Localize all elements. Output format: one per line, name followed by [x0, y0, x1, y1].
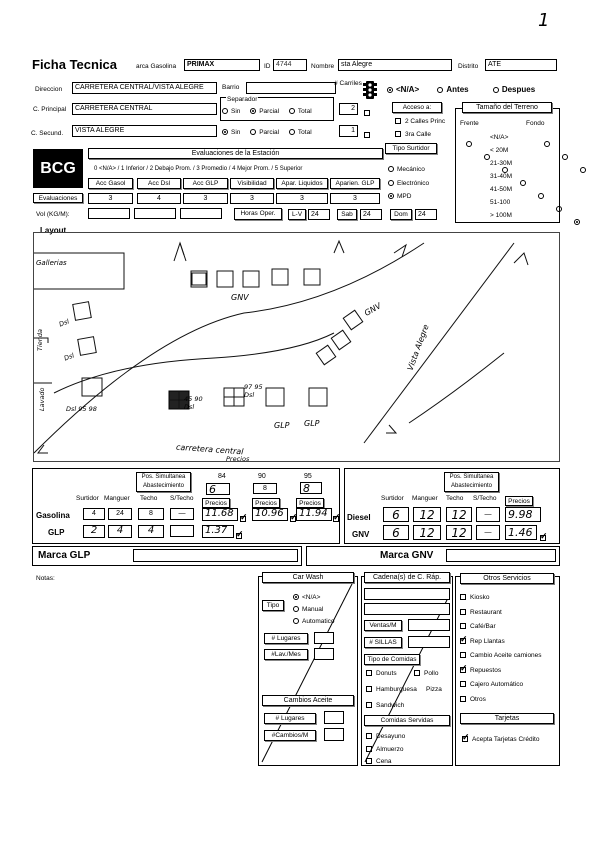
terreno-size-label: 31-40M	[490, 173, 513, 180]
glp-manguer[interactable]: 4	[108, 525, 132, 538]
glp-stecho[interactable]	[170, 525, 194, 537]
timing-na-radio[interactable]: <N/A>	[387, 85, 419, 94]
gasolina-precio-90[interactable]: 10.96	[252, 508, 288, 521]
distrito-field[interactable]: ATE	[485, 59, 557, 71]
gnv-techo[interactable]: 12	[446, 525, 472, 540]
otros-item-label: Restaurant	[470, 608, 502, 616]
id-label: ID	[264, 63, 271, 70]
cambios-title: Cambios Aceite	[262, 695, 354, 706]
lv-field[interactable]: 24	[308, 209, 330, 220]
terreno-fondo-radio[interactable]	[580, 167, 586, 173]
direccion-label: Direccion	[35, 86, 63, 93]
gnv-precio[interactable]: 1.46	[505, 525, 537, 540]
dom-label: Dom	[390, 209, 412, 220]
cadena-sillas-label: # SILLAS	[364, 637, 402, 648]
eval-value-field[interactable]: 3	[88, 193, 133, 204]
layout-label-precios: Precios	[226, 455, 250, 463]
gasolina-precio-95-check[interactable]	[333, 510, 343, 528]
carriles-2-check[interactable]	[364, 126, 374, 144]
col-surtidor-r: Surtidor	[381, 495, 404, 502]
cadena-sillas-field[interactable]	[408, 636, 450, 648]
terreno-size-label: <N/A>	[490, 134, 509, 141]
diesel-techo[interactable]: 12	[446, 507, 472, 522]
grade-84: 84	[218, 473, 226, 480]
tipo-comidas-label: Tipo de Comidas	[364, 654, 420, 665]
vol-field[interactable]	[134, 208, 176, 219]
grade-95-pos[interactable]: 8	[300, 482, 322, 494]
surtidor-mecanico-radio[interactable]: Mecánico	[388, 166, 425, 173]
acceso-3ra-check[interactable]: 3ra Calle	[395, 131, 431, 138]
terreno-fondo-radio[interactable]	[562, 154, 568, 160]
timing-radio-group	[387, 85, 535, 94]
layout-title: Layout	[40, 226, 67, 235]
otros-item-check[interactable]	[460, 667, 501, 674]
grade-84-pos[interactable]: 6	[206, 483, 230, 495]
gasolina-techo[interactable]: 8	[138, 508, 164, 520]
gnv-manguer[interactable]: 12	[413, 525, 441, 540]
bcg-logo: BCG	[33, 149, 83, 188]
direccion-field[interactable]: CARRETERA CENTRAL/VISTA ALEGRE	[72, 82, 217, 94]
layout-label-9795: 97 95 Dsl	[244, 383, 263, 399]
car-wash-lugares-label: # Lugares	[264, 633, 308, 644]
grade-95: 95	[304, 473, 312, 480]
glp-precio[interactable]: 1.37	[202, 525, 234, 538]
eval-col-header: Acc Gasol	[88, 178, 133, 189]
secund-field[interactable]: VISTA ALEGRE	[72, 125, 217, 137]
car-wash-tipo-label: Tipo	[262, 600, 284, 611]
eval-value-field[interactable]: 3	[230, 193, 274, 204]
col-techo-r: Techo	[446, 495, 464, 502]
col-surtidor-l: Surtidor	[76, 495, 99, 502]
cadena-ventas-field[interactable]	[408, 619, 450, 631]
terreno-title: Tamaño del Terreno	[462, 102, 552, 113]
tipo-surtidor-button[interactable]: Tipo Surtidor	[385, 143, 437, 154]
marca-gnv-field[interactable]	[446, 549, 556, 562]
cambios-m-label: #Cambios/M	[264, 730, 316, 741]
otros-item-check[interactable]	[460, 594, 490, 601]
tarjetas-acepta-check[interactable]: ✓Acepta Tarjetas Crédito	[462, 736, 539, 743]
nombre-field[interactable]: sta Alegre	[338, 59, 452, 71]
gasolina-precio-84-check[interactable]	[240, 510, 250, 528]
dom-field[interactable]: 24	[415, 209, 437, 220]
carriles-1-field[interactable]: 2	[339, 103, 358, 115]
pos-sim-right: Pos. Simultanea Abastecimiento	[444, 472, 499, 492]
glp-techo[interactable]: 4	[138, 525, 164, 538]
eval-value-field[interactable]: 3	[183, 193, 228, 204]
servida-almuerzo-check[interactable]: Almuerzo	[366, 746, 403, 753]
otros-item-label: Café/Bar	[470, 623, 496, 630]
marca-label: arca Gasolina	[136, 63, 177, 70]
gasolina-label: Gasolina	[36, 511, 70, 520]
gasolina-surtidor[interactable]: 4	[83, 508, 105, 520]
otros-item-label: Otros	[470, 695, 486, 703]
separador-label: Separador	[227, 96, 258, 103]
carriles-label: # Carriles	[334, 80, 362, 87]
grade-90: 90	[258, 473, 266, 480]
layout-label-dsl-1: Dsl	[57, 317, 71, 329]
col-stecho-r: S/Techo	[473, 495, 497, 502]
cadena-field-2[interactable]	[364, 603, 450, 615]
barrio-field[interactable]	[246, 82, 336, 94]
terreno-frente-radio[interactable]	[574, 219, 580, 225]
layout-label-glp-1: GLP	[274, 421, 290, 430]
separador2-total-radio[interactable]: Total	[289, 129, 312, 136]
surtidor-mpd-radio[interactable]: MPD	[388, 193, 411, 200]
lv-label: L-V	[288, 209, 306, 220]
car-wash-manual-radio[interactable]: Manual	[293, 606, 323, 613]
separador-sin-radio[interactable]: Sin	[222, 108, 240, 115]
terreno-frente-radio[interactable]	[538, 193, 544, 199]
diesel-label: Diesel	[347, 513, 371, 522]
layout-label-dsl-9598: Dsl 95 98	[66, 405, 97, 413]
otros-item-check[interactable]	[460, 638, 505, 645]
terreno-frente-radio[interactable]	[466, 141, 472, 147]
diesel-manguer[interactable]: 12	[413, 507, 441, 522]
separador-total-radio[interactable]: Total	[289, 108, 312, 115]
cadena-title: Cadena(s) de C. Ráp.	[364, 572, 450, 583]
otros-item-label: Rep Llantas	[470, 637, 505, 645]
col-techo-l: Techo	[140, 495, 158, 502]
surtidor-electronico-radio[interactable]: Electrónico	[388, 180, 429, 187]
evaluaciones-title: Evaluaciones de la Estación	[88, 148, 383, 159]
otros-item-check[interactable]	[460, 696, 486, 703]
cambios-m-field[interactable]	[324, 728, 344, 741]
sab-field[interactable]: 24	[360, 209, 382, 220]
terreno-frente-radio[interactable]	[484, 154, 490, 160]
separador-parcial-radio[interactable]: Parcial	[250, 108, 279, 115]
layout-label-galerias: Gallerias	[36, 259, 67, 267]
separador2-parcial-radio[interactable]: Parcial	[250, 129, 279, 136]
gasolina-manguer[interactable]: 24	[108, 508, 132, 520]
terreno-size-label: 51-100	[490, 199, 511, 206]
gnv-surtidor[interactable]: 6	[383, 525, 409, 540]
terreno-size-label: < 20M	[490, 147, 509, 154]
terreno-fondo-radio[interactable]	[544, 141, 550, 147]
servida-desayuno-check[interactable]: Desayuno	[366, 733, 405, 740]
layout-canvas	[33, 232, 560, 462]
otros-item-check[interactable]	[460, 623, 496, 630]
acceso-button[interactable]: Acceso a:	[392, 102, 442, 113]
comida-hamburguesa-check[interactable]: Hamburguesa	[366, 686, 417, 693]
vol-field[interactable]	[88, 208, 130, 219]
id-field[interactable]: 4744	[273, 59, 307, 71]
acceso-2calles-check[interactable]: 2 Calles Princ	[395, 118, 445, 125]
car-wash-lavmes-field[interactable]	[314, 648, 334, 660]
cambios-lugares-label: # Lugares	[264, 713, 316, 724]
gnv-label: GNV	[352, 530, 370, 539]
diesel-surtidor[interactable]: 6	[383, 507, 409, 522]
principal-label: C. Principal	[33, 106, 67, 113]
eval-value-field[interactable]: 3	[276, 193, 328, 204]
page-number: 1	[538, 10, 550, 31]
vol-field[interactable]	[180, 208, 222, 219]
cadena-field-1[interactable]	[364, 588, 450, 600]
col-manguer-l: Manguer	[104, 495, 130, 502]
principal-field[interactable]: CARRETERA CENTRAL	[72, 103, 217, 115]
gnv-stecho[interactable]: —	[476, 525, 500, 540]
evaluaciones-row-label: Evaluaciones	[33, 193, 83, 203]
pos-sim-left: Pos. Simultanea Abastecimiento	[136, 472, 191, 492]
car-wash-lavmes-label: #Lav./Mes	[264, 649, 308, 660]
layout-label-glp-2: GLP	[304, 419, 320, 428]
notas-label: Notas:	[36, 575, 55, 582]
precios-l-3: Precios	[296, 498, 324, 508]
terreno-frente-radio[interactable]	[556, 206, 562, 212]
eval-col-header: Apar. Liquidos	[276, 178, 328, 189]
layout-label-tienda: Tienda	[36, 328, 44, 351]
col-manguer-r: Manguer	[412, 495, 438, 502]
car-wash-na-radio[interactable]: <N/A>	[293, 594, 320, 601]
layout-label-gnv-right: GNV	[362, 301, 383, 318]
car-wash-automatico-radio[interactable]: Automatico	[293, 618, 335, 625]
col-stecho-l: S/Techo	[170, 495, 194, 502]
cadena-ventas-label: Ventas/M	[364, 620, 402, 631]
secund-label: C. Secund.	[31, 130, 64, 137]
layout-label-lavado: Lavado	[38, 387, 46, 411]
eval-col-header: Aparien. GLP	[330, 178, 380, 189]
marca-glp-label: Marca GLP	[38, 550, 91, 561]
otros-item-check[interactable]	[460, 681, 523, 688]
otros-item-label: Kiosko	[470, 594, 490, 601]
comida-sandwich-check[interactable]: Sandwich	[366, 702, 404, 709]
eval-value-field[interactable]: 4	[137, 193, 181, 204]
gasolina-precio-84[interactable]: 11.68	[202, 508, 238, 521]
glp-surtidor[interactable]: 2	[83, 525, 105, 538]
vol-label: Vol (KG/M):	[36, 211, 70, 218]
terreno-size-label: 21-30M	[490, 160, 513, 167]
carriles-1-check[interactable]	[364, 104, 374, 122]
terreno-size-label: > 100M	[490, 212, 512, 219]
timing-despues-radio[interactable]: Despues	[493, 85, 535, 94]
carriles-2-field[interactable]: 1	[339, 125, 358, 137]
distrito-label: Distrito	[458, 63, 479, 70]
servida-cena-check[interactable]: Cena	[366, 758, 392, 765]
precios-r: Precios	[505, 496, 533, 506]
evaluaciones-scale: 0 <N/A> / 1 Inferior / 2 Debajo Prom. / 3 Promedio / 4 Mejor Prom. / 5 Superior	[94, 166, 303, 172]
gnv-precio-check[interactable]	[540, 529, 550, 547]
layout-label-4590: 45 90 Dsl	[184, 395, 203, 411]
glp-precio-check[interactable]	[236, 527, 246, 545]
terreno-frente-label: Frente	[460, 120, 479, 127]
marca-field[interactable]: PRIMAX	[184, 59, 260, 71]
marca-glp-field[interactable]	[133, 549, 298, 562]
layout-label-dsl-2: Dsl	[62, 351, 76, 363]
nombre-label: Nombre	[311, 63, 335, 70]
barrio-label: Barrio	[222, 84, 240, 91]
sab-label: Sab	[337, 209, 357, 220]
layout-label-vista-alegre: Vista Alegre	[405, 323, 431, 372]
terreno-size-label: 41-50M	[490, 186, 513, 193]
otros-title: Otros Servicios	[460, 573, 554, 584]
otros-item-check[interactable]	[460, 609, 502, 616]
gasolina-stecho[interactable]: —	[170, 508, 194, 520]
precios-l-2: Precios	[252, 498, 280, 508]
eval-col-header: Acc GLP	[183, 178, 228, 189]
eval-value-field[interactable]: 3	[330, 193, 380, 204]
form-title: Ficha Tecnica	[32, 57, 118, 72]
gasolina-precio-95[interactable]: 11.94	[296, 508, 332, 521]
marca-gnv-label: Marca GNV	[380, 550, 434, 561]
precios-l-1: Precios	[202, 498, 230, 508]
separador2-sin-radio[interactable]: Sin	[222, 129, 240, 136]
comida-pollo-check[interactable]: Pollo	[414, 670, 438, 677]
tarjetas-title: Tarjetas	[460, 713, 554, 724]
car-wash-lugares-field[interactable]	[314, 632, 334, 644]
horas-oper-label: Horas Oper.	[234, 208, 282, 220]
car-wash-title: Car Wash	[262, 572, 354, 583]
otros-item-label: Cambio Aceite camiones	[470, 652, 542, 659]
otros-item-check[interactable]	[460, 652, 542, 659]
layout-label-carretera: carretera central	[175, 442, 244, 457]
eval-col-header: Acc Dsl	[137, 178, 181, 189]
terreno-frente-radio[interactable]	[502, 167, 508, 173]
terreno-fondo-label: Fondo	[526, 120, 545, 127]
traffic-light-icon	[362, 80, 378, 107]
diesel-precio[interactable]: 9.98	[505, 507, 541, 522]
diesel-stecho[interactable]: —	[476, 507, 500, 522]
eval-col-header: Visibilidad	[230, 178, 274, 189]
cambios-lugares-field[interactable]	[324, 711, 344, 724]
terreno-frente-radio[interactable]	[520, 180, 526, 186]
otros-item-label: Cajero Automático	[470, 681, 524, 688]
grade-90-pos[interactable]: 8	[253, 483, 277, 494]
glp-label: GLP	[48, 528, 65, 537]
otros-item-label: Repuestos	[470, 666, 502, 674]
layout-label-gnv-top: GNV	[231, 293, 249, 302]
timing-antes-radio[interactable]: Antes	[437, 85, 468, 94]
comida-donuts-check[interactable]: Donuts	[366, 670, 397, 677]
comida-pizza-label[interactable]: Pizza	[426, 686, 442, 693]
comidas-servidas-label: Comidas Servidas	[364, 715, 450, 726]
